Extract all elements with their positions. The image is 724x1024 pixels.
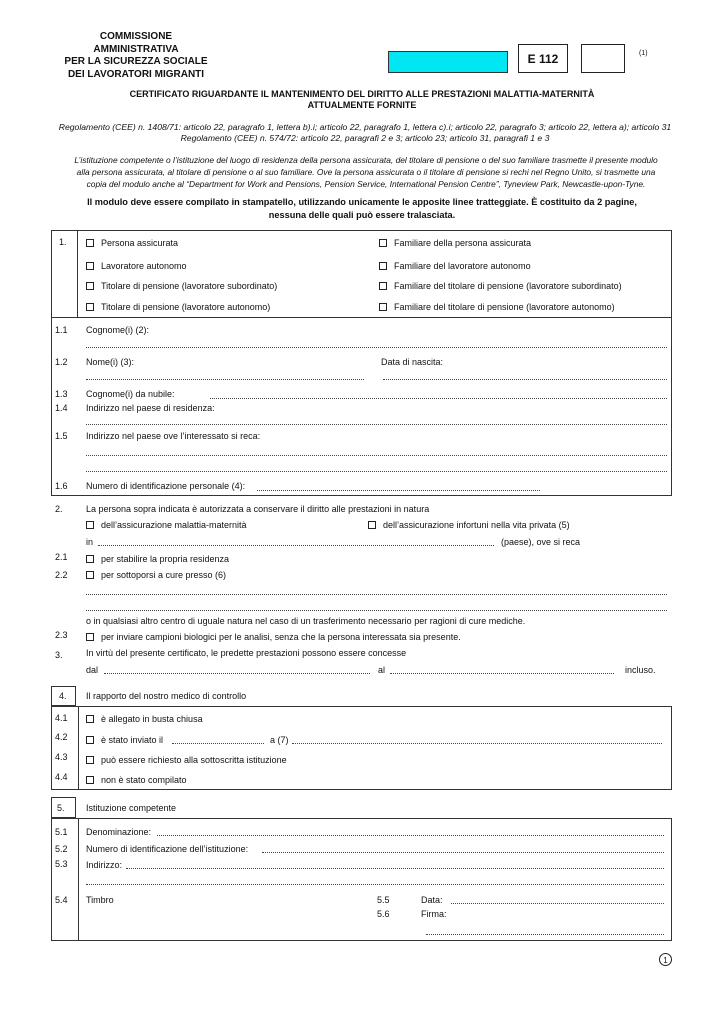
country-code-field[interactable]: [388, 51, 508, 73]
field-num-4-4: 4.4: [55, 772, 68, 782]
option-label: dell’assicurazione infortuni nella vita privata (5): [383, 520, 570, 530]
personal-id-label: Numero di identificazione personale (4):: [86, 481, 246, 491]
birth-date-label: Data di nascita:: [381, 357, 444, 367]
checkbox-icon[interactable]: [86, 736, 94, 744]
field-num-5-5: 5.5: [377, 895, 390, 905]
issuer-line-1: COMMISSIONE AMMINISTRATIVA: [93, 31, 179, 55]
checkbox-icon[interactable]: [86, 776, 94, 784]
option-label: per stabilire la propria residenza: [101, 554, 230, 564]
checkbox-icon[interactable]: [379, 262, 387, 270]
issuer-line-2: PER LA SICUREZZA SOCIALE: [64, 56, 208, 67]
option-label: è allegato in busta chiusa: [101, 714, 203, 724]
field-num-4-1: 4.1: [55, 713, 68, 723]
option-label: Titolare di pensione (lavoratore autonomo): [101, 302, 271, 312]
institution-id-label: Numero di identificazione dell’istituzione:: [86, 844, 249, 854]
intro-paragraph: [52, 154, 680, 190]
issuer-line-3: DEI LAVORATORI MIGRANTI: [67, 68, 205, 80]
field-num-1-2: 1.2: [55, 357, 68, 367]
checkbox-icon[interactable]: [86, 282, 94, 290]
field-num-1-3: 1.3: [55, 389, 68, 399]
option-sickness-maternity[interactable]: [86, 520, 247, 531]
institution-address-input-2[interactable]: [86, 884, 664, 885]
section3-number: 3.: [55, 650, 63, 660]
option-insured-person[interactable]: [86, 238, 178, 249]
birth-date-input[interactable]: [383, 379, 667, 380]
option-label: Titolare di pensione (lavoratore subordinato): [101, 281, 278, 291]
country-suffix: (paese), ove si reca: [501, 537, 581, 547]
field-num-2-3: 2.3: [55, 630, 68, 640]
maiden-name-label: Cognome(i) da nubile:: [86, 389, 175, 399]
country-in-label: in: [86, 537, 94, 547]
option-label: Familiare del lavoratore autonomo: [394, 261, 531, 271]
option-not-compiled[interactable]: [86, 775, 187, 786]
date-label: Data:: [421, 895, 443, 905]
field-num-2-1: 2.1: [55, 552, 68, 562]
checkbox-icon[interactable]: [86, 239, 94, 247]
maiden-name-input[interactable]: [210, 398, 667, 399]
issuer-header: [60, 31, 212, 81]
certificate-title: [0, 89, 724, 111]
option-family-pensioner-self-employed[interactable]: [379, 302, 615, 313]
checkbox-icon[interactable]: [86, 633, 94, 641]
checkbox-icon[interactable]: [379, 239, 387, 247]
regulation-line-2: Regolamento (CEE) n. 574/72: articolo 22, paragrafi 2 e 3; articolo 23; articolo 31, paragrafi 1 e 3: [180, 133, 550, 143]
included-label: incluso.: [625, 665, 656, 675]
field-num-5-3: 5.3: [55, 859, 68, 869]
checkbox-icon[interactable]: [86, 521, 94, 529]
option-sent[interactable]: [86, 735, 163, 746]
option-label: può essere richiesto alla sottoscritta istituzione: [101, 755, 287, 765]
section3-text: In virtù del presente certificato, le predette prestazioni possono essere concesse: [86, 648, 407, 658]
option-accident-insurance[interactable]: [368, 520, 570, 531]
option-family-insured[interactable]: [379, 238, 531, 249]
instructions-line-1: Il modulo deve essere compilato in stampatello, utilizzando unicamente le apposite linee tratteggiate. È costituito da 2 pagine,: [87, 197, 637, 207]
intro-line-2: alla persona assicurata, al titolare di pensione o al suo familiare. Ove la persona assicurata o il titolare di pensione si rechi nel Regno Unito, si trasmette una: [76, 167, 656, 177]
option-label: Persona assicurata: [101, 238, 179, 248]
option-self-employed[interactable]: [86, 261, 187, 272]
field-num-5-1: 5.1: [55, 827, 68, 837]
page-number: 1: [659, 953, 672, 966]
signature-label: Firma:: [421, 909, 447, 919]
section1-divider: [78, 317, 672, 318]
other-center-text: o in qualsiasi altro centro di uguale natura nel caso di un trasferimento necessario per ragioni di cure mediche.: [86, 616, 526, 626]
checkbox-icon[interactable]: [86, 303, 94, 311]
stay-address-label: Indirizzo nel paese ove l’interessato si reca:: [86, 431, 261, 441]
regulation-reference: [30, 122, 700, 144]
section4-divider: [78, 706, 79, 790]
option-label: Familiare della persona assicurata: [394, 238, 532, 248]
from-date-input[interactable]: [104, 673, 370, 674]
title-line-2: ATTUALMENTE FORNITE: [307, 100, 417, 110]
option-label: Familiare del titolare di pensione (lavoratore autonomo): [394, 302, 615, 312]
section5-text: Istituzione competente: [86, 803, 177, 813]
section1-number: 1.: [59, 237, 67, 247]
field-num-2-2: 2.2: [55, 570, 68, 580]
field-num-1-5: 1.5: [55, 431, 68, 441]
residence-address-label: Indirizzo nel paese di residenza:: [86, 403, 215, 413]
institution-address-input-1[interactable]: [126, 868, 664, 869]
checkbox-icon[interactable]: [379, 303, 387, 311]
intro-line-3: copia del modulo anche al “Department for Work and Pensions, Pension Service, International Pension Centre”, Tyneview Park, Newcastle-upon-Tyne.: [86, 179, 646, 189]
option-label: Lavoratore autonomo: [101, 261, 187, 271]
institution-name-label: Denominazione:: [86, 827, 152, 837]
section2-text: La persona sopra indicata è autorizzata a conservare il diritto alle prestazioni in natura: [86, 504, 430, 514]
sent-date-input[interactable]: [172, 743, 264, 744]
stay-address-input-2[interactable]: [86, 471, 667, 472]
field-num-1-1: 1.1: [55, 325, 68, 335]
stay-address-input-1[interactable]: [86, 455, 667, 456]
intro-line-1: L’istituzione competente o l’istituzione del luogo di residenza della persona assicurata, del titolare di pensione o del suo familiare trasmette il presente modulo: [74, 155, 658, 165]
signature-input[interactable]: [426, 934, 664, 935]
checkbox-icon[interactable]: [368, 521, 376, 529]
option-family-self-employed[interactable]: [379, 261, 531, 272]
form-version-field[interactable]: [581, 44, 625, 73]
personal-id-input[interactable]: [257, 490, 540, 491]
option-samples[interactable]: [86, 632, 461, 643]
surname-input[interactable]: [86, 347, 667, 348]
field-num-5-2: 5.2: [55, 844, 68, 854]
sent-to-input[interactable]: [292, 743, 662, 744]
field-num-1-4: 1.4: [55, 403, 68, 413]
to-label: al: [378, 665, 386, 675]
option-treatment[interactable]: [86, 570, 226, 581]
from-label: dal: [86, 665, 99, 675]
option-pensioner-employed[interactable]: [86, 281, 277, 292]
section4-number: 4.: [59, 691, 67, 701]
option-label: non è stato compilato: [101, 775, 187, 785]
surname-label: Cognome(i) (2):: [86, 325, 150, 335]
option-requestable[interactable]: [86, 755, 287, 766]
residence-address-input[interactable]: [86, 424, 667, 425]
section5-divider: [78, 818, 79, 941]
option-residence[interactable]: [86, 554, 229, 565]
option-enclosed[interactable]: [86, 714, 203, 725]
country-input[interactable]: [98, 545, 494, 546]
section5-number: 5.: [57, 803, 65, 813]
treatment-center-input-1[interactable]: [86, 594, 667, 595]
field-num-5-6: 5.6: [377, 909, 390, 919]
option-label: per inviare campioni biologici per le analisi, senza che la persona interessata sia presente.: [101, 632, 461, 642]
to-date-input[interactable]: [390, 673, 614, 674]
sent-to-label: a (7): [270, 735, 289, 745]
name-label: Nome(i) (3):: [86, 357, 135, 367]
checkbox-icon[interactable]: [86, 756, 94, 764]
name-input[interactable]: [86, 379, 364, 380]
form-code-box: [518, 44, 568, 73]
checkbox-icon[interactable]: [86, 715, 94, 723]
checkbox-icon[interactable]: [86, 555, 94, 563]
footnote-ref-1: (1): [639, 50, 648, 57]
field-num-4-3: 4.3: [55, 752, 68, 762]
section4-text: Il rapporto del nostro medico di controllo: [86, 691, 247, 701]
institution-id-input[interactable]: [262, 852, 664, 853]
option-label: dell’assicurazione malattia-maternità: [101, 520, 247, 530]
checkbox-icon[interactable]: [379, 282, 387, 290]
field-num-1-6: 1.6: [55, 481, 68, 491]
field-num-4-2: 4.2: [55, 732, 68, 742]
field-num-5-4: 5.4: [55, 895, 68, 905]
option-label: per sottoporsi a cure presso (6): [101, 570, 227, 580]
institution-address-label: Indirizzo:: [86, 860, 123, 870]
option-label: Familiare del titolare di pensione (lavoratore subordinato): [394, 281, 622, 291]
title-line-1: CERTIFICATO RIGUARDANTE IL MANTENIMENTO DEL DIRITTO ALLE PRESTAZIONI MALATTIA-MATERNITÀ: [129, 89, 595, 99]
checkbox-icon[interactable]: [86, 571, 94, 579]
checkbox-icon[interactable]: [86, 262, 94, 270]
treatment-center-input-2[interactable]: [86, 610, 667, 611]
regulation-line-1: Regolamento (CEE) n. 1408/71: articolo 22, paragrafo 1, lettera b).i; articolo 22, paragrafo 1, lettera c).i; articolo 22, paragrafo 3; articolo 22, lettera a); articolo 31: [58, 122, 672, 132]
instructions: [40, 196, 684, 222]
stamp-label: Timbro: [86, 895, 114, 905]
section2-number: 2.: [55, 504, 63, 514]
option-family-pensioner-employed[interactable]: [379, 281, 622, 292]
option-label: è stato inviato il: [101, 735, 164, 745]
date-input[interactable]: [451, 903, 664, 904]
instructions-line-2: nessuna delle quali può essere tralasciata.: [268, 210, 456, 220]
institution-name-input[interactable]: [157, 835, 664, 836]
option-pensioner-self-employed[interactable]: [86, 302, 270, 313]
form-code: E 112: [527, 51, 559, 66]
